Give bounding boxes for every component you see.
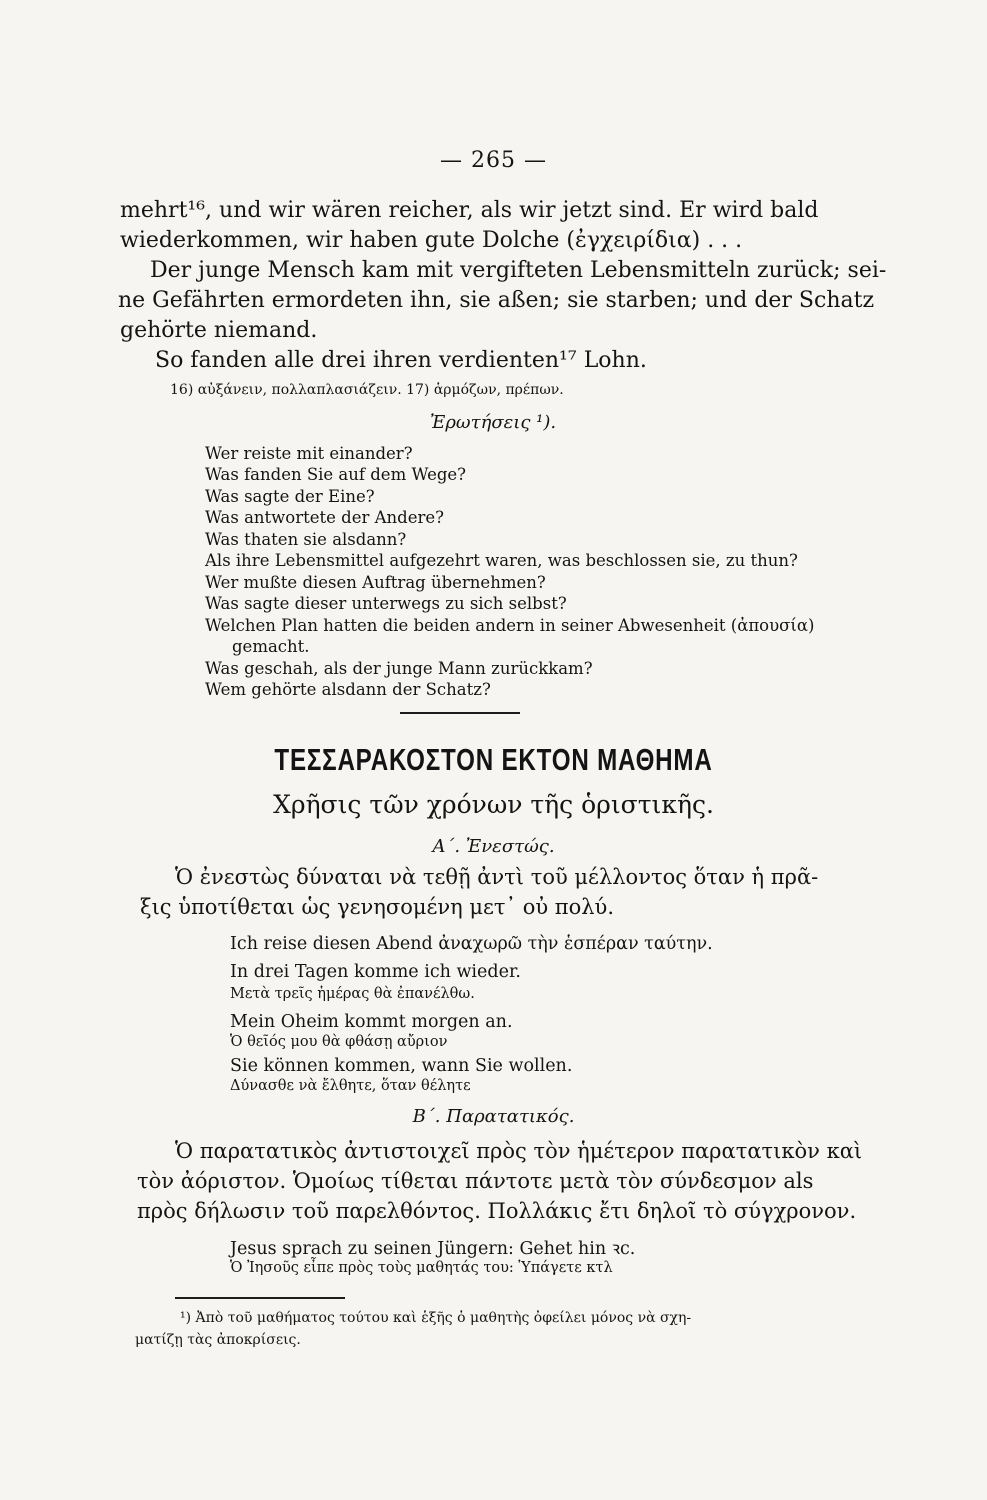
story-line: ne Gefährten ermordeten ihn, sie aßen; sie starben; und der Schatz: [118, 288, 875, 313]
question-line: Was sagte dieser unterwegs zu sich selbst?: [205, 594, 567, 613]
question-line: Was thaten sie alsdann?: [205, 530, 407, 549]
question-line: Was sagte der Eine?: [205, 487, 375, 506]
example-german: Sie können kommen, wann Sie wollen.: [230, 1056, 573, 1076]
example-greek: Μετὰ τρεῖς ἡμέρας θὰ ἐπανέλθω.: [230, 986, 475, 1002]
section-a-text-line: Ὁ ἐνεστὼς δύναται νὰ τεθῇ ἀντὶ τοῦ μέλλοντος ὅταν ἡ πρᾶ-: [175, 865, 819, 889]
question-line: Was fanden Sie auf dem Wege?: [205, 465, 467, 484]
example-german: Ich reise diesen Abend ἀναχωρῶ τὴν ἑσπέραν ταύτην.: [230, 934, 713, 954]
question-line: Was geschah, als der junge Mann zurückkam?: [205, 659, 593, 678]
page-number: — 265 —: [440, 148, 547, 173]
question-line: Als ihre Lebensmittel aufgezehrt waren, was beschlossen sie, zu thun?: [205, 551, 798, 570]
question-line: Was antwortete der Andere?: [205, 508, 444, 527]
footnote-line: ματίζῃ τὰς ἀποκρίσεις.: [135, 1332, 301, 1348]
example-greek: Δύνασθε νὰ ἔλθητε, ὅταν θέλητε: [230, 1078, 471, 1094]
question-line: Wer reiste mit einander?: [205, 444, 413, 463]
footnote-rule: [175, 1297, 345, 1299]
example-german: Mein Oheim kommt morgen an.: [230, 1012, 513, 1032]
question-line: Wer mußte diesen Auftrag übernehmen?: [205, 573, 546, 592]
section-a-heading: Α΄. Ἐνεστώς.: [432, 836, 555, 857]
section-divider: [400, 712, 520, 714]
story-line: mehrt¹⁶, und wir wären reicher, als wir jetzt sind. Er wird bald: [120, 198, 819, 223]
glosses-footnote: 16) αὐξάνειν, πολλαπλασιάζειν. 17) ἁρμόζων, πρέπων.: [170, 382, 564, 398]
story-line: gehörte niemand.: [120, 318, 318, 343]
example-german: In drei Tagen komme ich wieder.: [230, 962, 521, 982]
example-greek: Ὁ θεῖός μου θὰ φθάσῃ αὔριον: [230, 1034, 448, 1050]
story-line: wiederkommen, wir haben gute Dolche (ἐγχειρίδια) . . .: [120, 228, 743, 253]
questions-heading: Ἐρωτήσεις ¹).: [430, 412, 557, 433]
section-b-text-line: πρὸς δήλωσιν τοῦ παρελθόντος. Πολλάκις ἔτι δηλοῖ τὸ σύγχρονον.: [137, 1199, 857, 1223]
section-b-heading: Β΄. Παρατατικός.: [412, 1106, 575, 1127]
story-line: Der junge Mensch kam mit vergifteten Lebensmitteln zurück; sei-: [150, 258, 887, 283]
story-line: So fanden alle drei ihren verdienten¹⁷ Lohn.: [155, 348, 647, 373]
footnote-line: ¹) Ἀπὸ τοῦ μαθήματος τούτου καὶ ἑξῆς ὁ μαθητὴς ὀφείλει μόνος νὰ σχη-: [180, 1310, 692, 1326]
example-german: Jesus sprach zu seinen Jüngern: Gehet hin ꝛc.: [230, 1239, 636, 1259]
question-line: gemacht.: [232, 637, 310, 656]
question-line: Welchen Plan hatten die beiden andern in seiner Abwesenheit (ἀπουσία): [205, 616, 815, 635]
lesson-subtitle: Χρῆσις τῶν χρόνων τῆς ὁριστικῆς.: [273, 790, 714, 819]
example-greek: Ὁ Ἰησοῦς εἶπε πρὸς τοὺς μαθητάς του: Ὑπάγετε κτλ: [230, 1260, 613, 1276]
question-line: Wem gehörte alsdann der Schatz?: [205, 680, 491, 699]
section-b-text-line: Ὁ παρατατικὸς ἀντιστοιχεῖ πρὸς τὸν ἡμέτερον παρατατικὸν καὶ: [175, 1139, 863, 1163]
section-a-text-line: ξις ὑποτίθεται ὡς γενησομένη μετ᾽ οὐ πολύ.: [140, 895, 614, 919]
section-b-text-line: τὸν ἀόριστον. Ὁμοίως τίθεται πάντοτε μετὰ τὸν σύνδεσμον als: [137, 1169, 814, 1193]
lesson-title: ΤΕΣΣΑΡΑΚΟΣΤΟΝ ΕΚΤΟΝ ΜΑΘΗΜΑ: [274, 742, 713, 777]
